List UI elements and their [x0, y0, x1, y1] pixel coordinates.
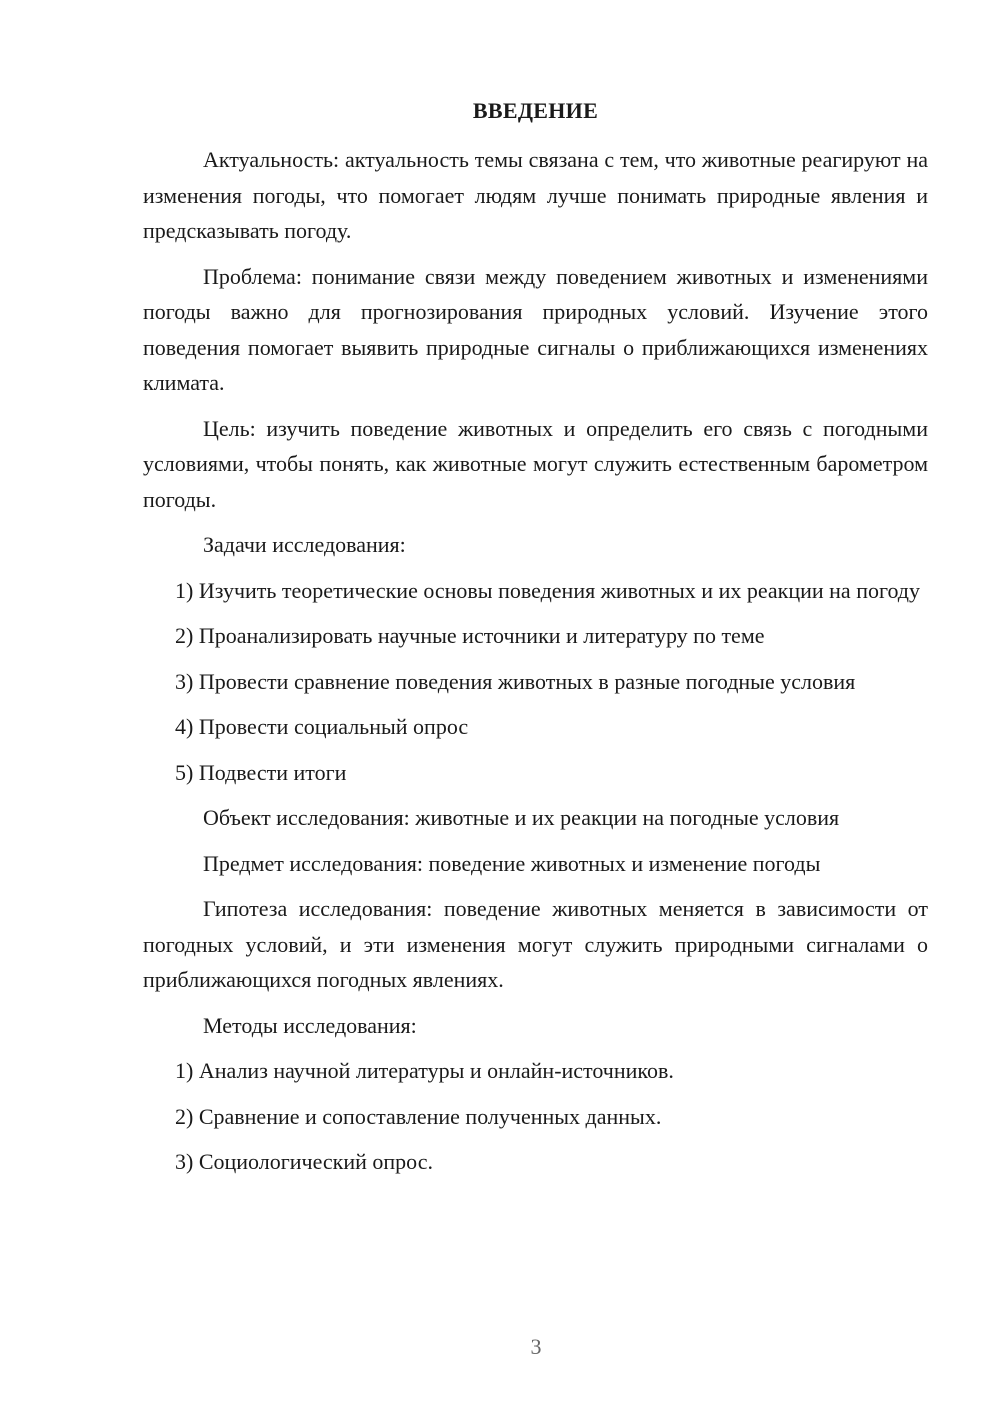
task-item-2: 2) Проанализировать научные источники и литературу по теме [175, 623, 765, 648]
task-item-4: 4) Провести социальный опрос [175, 714, 469, 739]
task-item-1: 1) Изучить теоретические основы поведения животных и их реакции на погоду [175, 577, 921, 603]
tasks-heading: Задачи исследования: [203, 532, 406, 557]
subject-paragraph: Предмет исследования: поведение животных и изменение погоды [203, 850, 821, 876]
goal-paragraph: Цель: изучить поведение животных и определить его связь с погодными условиями, чтобы понять, как животные могут служить естественным барометром погоды. [143, 415, 928, 512]
task-item-3: 3) Провести сравнение поведения животных в разные погодные условия [175, 668, 856, 694]
task-item-5: 5) Подвести итоги [175, 759, 347, 785]
method-item-2: 2) Сравнение и сопоставление полученных данных. [175, 1103, 662, 1129]
method-item-1: 1) Анализ научной литературы и онлайн-источников. [175, 1058, 674, 1083]
problem-paragraph: Проблема: понимание связи между поведением животных и изменениями погоды важно для прогнозирования природных условий. Изучение этого поведения помогает выявить природные сигналы о приближающихся изменениях климата. [143, 263, 928, 395]
hypothesis-paragraph: Гипотеза исследования: поведение животных меняется в зависимости от погодных условий, и эти изменения могут служить природными сигналами о приближающихся погодных явлениях. [143, 896, 928, 992]
object-paragraph: Объект исследования: животные и их реакции на погодные условия [203, 805, 840, 830]
relevance-paragraph: Актуальность: актуальность темы связана с тем, что животные реагируют на изменения погоды, что помогает людям лучше понимать природные явления и предсказывать погоду. [143, 147, 928, 243]
document-page [143, 96, 928, 1190]
methods-heading: Методы исследования: [203, 1012, 417, 1038]
method-item-3: 3) Социологический опрос. [175, 1149, 433, 1174]
page-title: ВВЕДЕНИЕ [472, 98, 599, 123]
page-number: 3 [530, 1334, 542, 1359]
